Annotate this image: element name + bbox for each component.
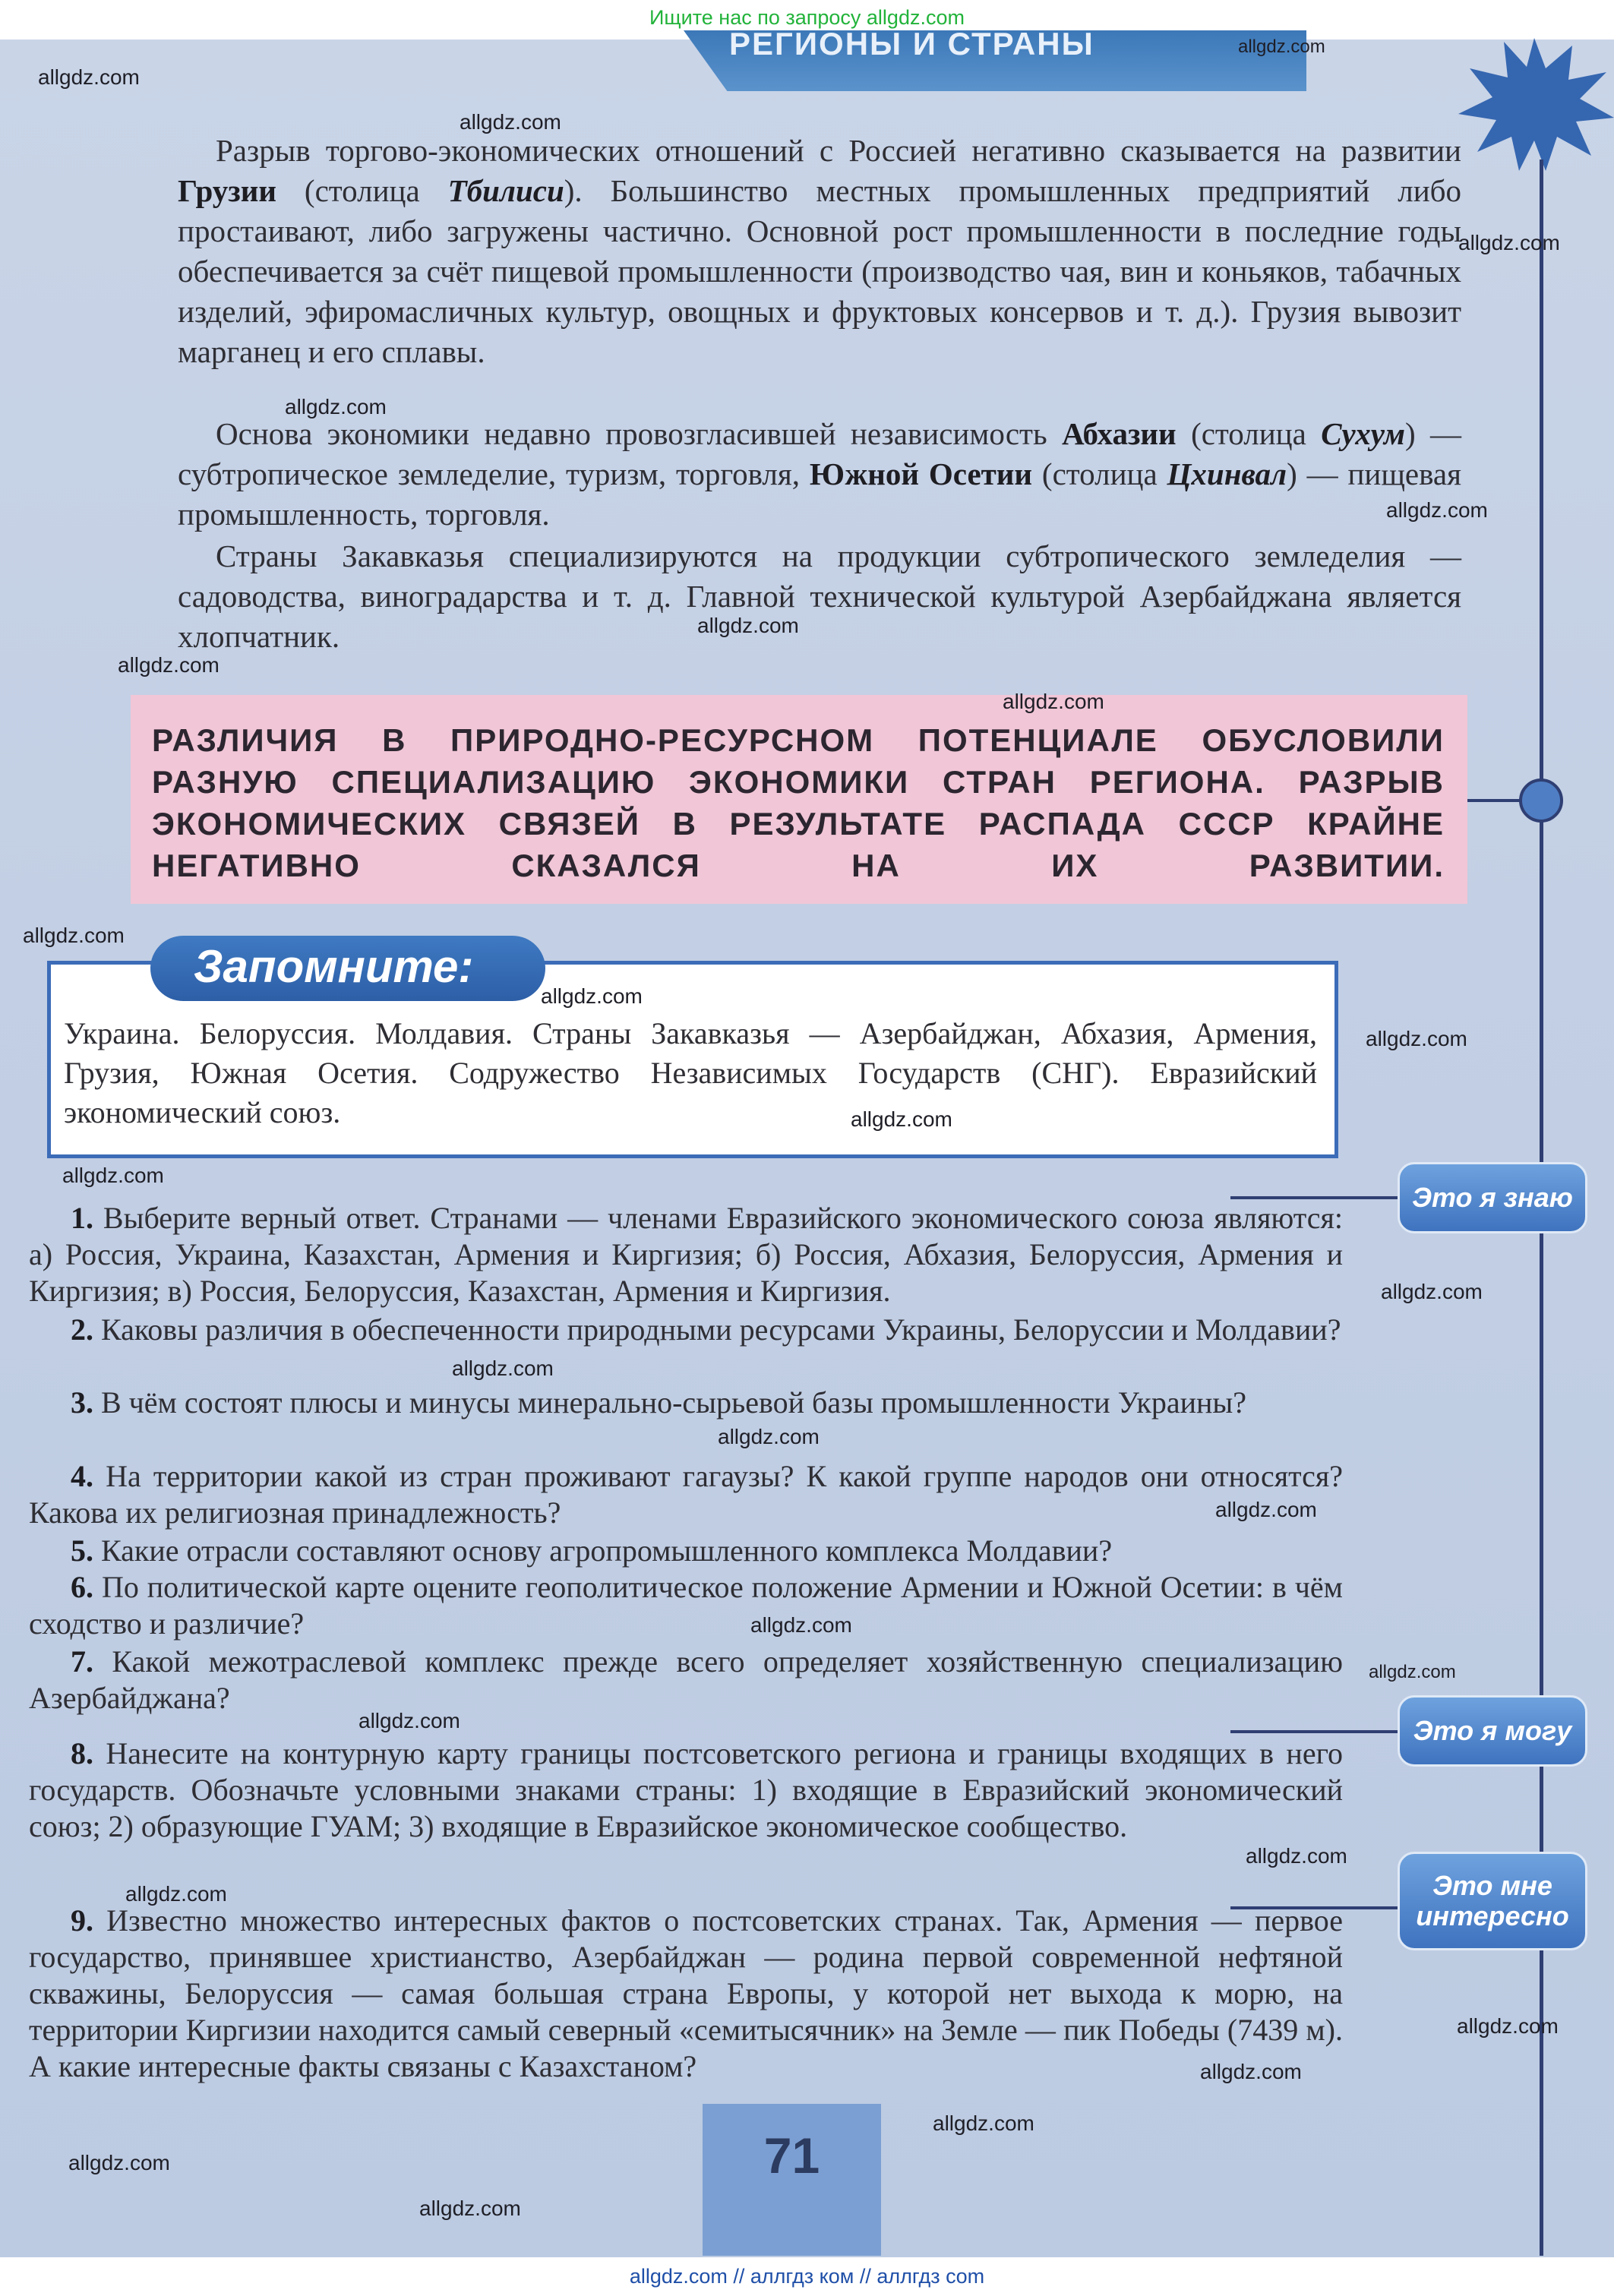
watermark: allgdz.com <box>1200 2060 1302 2083</box>
question-5: 5. Какие отрасли составляют основу агропромышленного комплекса Молдавии? <box>71 1533 1113 1568</box>
watermark: allgdz.com <box>933 2111 1034 2135</box>
watermark: allgdz.com <box>118 653 220 677</box>
watermark: allgdz.com <box>23 924 125 947</box>
tag-interesting-line1: Это мне <box>1432 1870 1552 1901</box>
paragraph-transcaucasia: Страны Закавказья специализируются на продукции субтропического земледелия — садоводства, виноградарства и т. д. Главной технической культурой Азербайджана является хлопчатник. <box>178 538 1461 654</box>
watermark: allgdz.com <box>38 65 140 89</box>
tag-this-i-know: Это я знаю <box>1398 1162 1587 1233</box>
tag-interesting-line2: интересно <box>1416 1900 1569 1931</box>
watermark: allgdz.com <box>1386 498 1488 522</box>
remember-title: Запомните: <box>194 941 474 992</box>
star-icon <box>1458 30 1614 175</box>
watermark: allgdz.com <box>358 1709 460 1732</box>
section-title: РЕГИОНЫ И СТРАНЫ <box>729 29 1094 59</box>
page-number: 71 <box>763 2127 820 2184</box>
watermark: allgdz.com <box>62 1164 164 1187</box>
watermark: allgdz.com <box>285 395 387 418</box>
watermark: allgdz.com <box>419 2197 521 2220</box>
question-3: 3. В чём состоят плюсы и минусы минерально-сырьевой базы промышленности Украины? <box>71 1385 1247 1420</box>
watermark: allgdz.com <box>718 1425 820 1448</box>
can-connector <box>1230 1730 1399 1733</box>
watermark: allgdz.com <box>1366 1027 1467 1050</box>
watermark: allgdz.com <box>125 1882 227 1906</box>
question-6: 6. По политической карте оцените геополитическое положение Армении и Южной Осетии: в чём сходство и различие? <box>29 1570 1343 1641</box>
summary-connector <box>1467 799 1521 802</box>
watermark: allgdz.com <box>1238 36 1325 57</box>
summary-node <box>1519 778 1563 823</box>
watermark: allgdz.com <box>1458 231 1560 254</box>
watermark: allgdz.com <box>68 2151 170 2174</box>
watermark: allgdz.com <box>452 1356 554 1380</box>
question-7: 7. Какой межотраслевой комплекс прежде всего определяет хозяйственную специализацию Азербайджана? <box>29 1644 1343 1715</box>
question-9: 9. Известно множество интересных фактов о постсоветских странах. Так, Армения — первое государство, принявшее христианство, Азербайджан — родина первой современной нефтяной скважины, Белоруссия — самая большая страна Европы, у которой нет выхода к морю, на территории Киргизии находится самый северный «семитысячник» на Земле — пик Победы (7439 м). А какие интересные факты связаны с Казахстаном? <box>29 1903 1343 2083</box>
watermark: allgdz.com <box>750 1613 852 1637</box>
watermark: allgdz.com <box>541 984 643 1008</box>
remember-text: Украина. Белоруссия. Молдавия. Страны Закавказья — Азербайджан, Абхазия, Армения, Грузия, Южная Осетия. Содружество Независимых Государств (СНГ). Евразийский экономический союз. <box>64 1016 1317 1129</box>
summary-box: РАЗЛИЧИЯ В ПРИРОДНО-РЕСУРСНОМ ПОТЕНЦИАЛЕ ОБУСЛОВИЛИ РАЗНУЮ СПЕЦИАЛИЗАЦИЮ ЭКОНОМИКИ СТРАН РЕГИОНА. РАЗРЫВ ЭКОНОМИЧЕСКИХ СВЯЗЕЙ В РЕЗУЛЬТАТЕ РАСПАДА СССР КРАЙНЕ НЕГАТИВНО СКАЗАЛСЯ НА ИХ РАЗВИТИИ. <box>131 695 1467 904</box>
watermark: allgdz.com <box>1246 1844 1347 1868</box>
watermark: allgdz.com <box>1003 690 1104 713</box>
watermark: allgdz.com <box>1381 1280 1483 1303</box>
question-1: 1. Выберите верный ответ. Странами — членами Евразийского экономического союза являются: а) Россия, Украина, Казахстан, Армения и Киргизия; б) Россия, Абхазия, Белоруссия, Армения и Киргизия; в) Россия, Белоруссия, Казахстан, Армения и Киргизия. <box>29 1201 1343 1308</box>
watermark: allgdz.com <box>1369 1662 1456 1682</box>
question-4: 4. На территории какой из стран проживают гагаузы? К какой группе народов они относятся? Какова их религиозная принадлежность? <box>29 1459 1343 1530</box>
tag-interesting <box>1398 1852 1587 1950</box>
bottom-banner: allgdz.com // аллгдз ком // аллгдз com <box>0 2257 1614 2296</box>
know-connector <box>1230 1196 1399 1199</box>
watermark: allgdz.com <box>460 110 561 134</box>
watermark: allgdz.com <box>697 614 799 637</box>
question-8: 8. Нанесите на контурную карту границы постсоветского региона и границы входящих в него государств. Обозначьте условными знаками страны: 1) входящие в Евразийский экономический союз; 2) образующие ГУАМ; 3) входящие в Евразийское экономическое сообщество. <box>29 1736 1343 1843</box>
question-2: 2. Каковы различия в обеспеченности природными ресурсами Украины, Белоруссии и Молдавии? <box>71 1312 1341 1347</box>
watermark: allgdz.com <box>1215 1498 1317 1521</box>
watermark: allgdz.com <box>1457 2014 1559 2038</box>
paragraph-georgia: Разрыв торгово-экономических отношений с Россией негативно сказывается на развитии Грузии (столица Тбилиси). Большинство местных промышленных предприятий либо простаивают, либо загружены частично. Основной рост промышленности в последние годы обеспечивается за счёт пищевой промышленности (производство чая, вин и коньяков, табачных изделий, эфиромасличных культур, овощных и фруктовых консервов и т. д.). Грузия вывозит марганец и его сплавы. <box>178 133 1461 369</box>
paragraph-abkhazia: Основа экономики недавно провозгласившей независимость Абхазии (столица Сухум) — субтропическое земледелие, туризм, торговля, Южной Осетии (столица Цхинвал) — пищевая промышленность, торговля. <box>178 416 1462 532</box>
watermark: allgdz.com <box>851 1107 952 1131</box>
top-banner: Ищите нас по запросу allgdz.com <box>0 0 1614 38</box>
tag-this-i-can: Это я могу <box>1398 1695 1587 1767</box>
